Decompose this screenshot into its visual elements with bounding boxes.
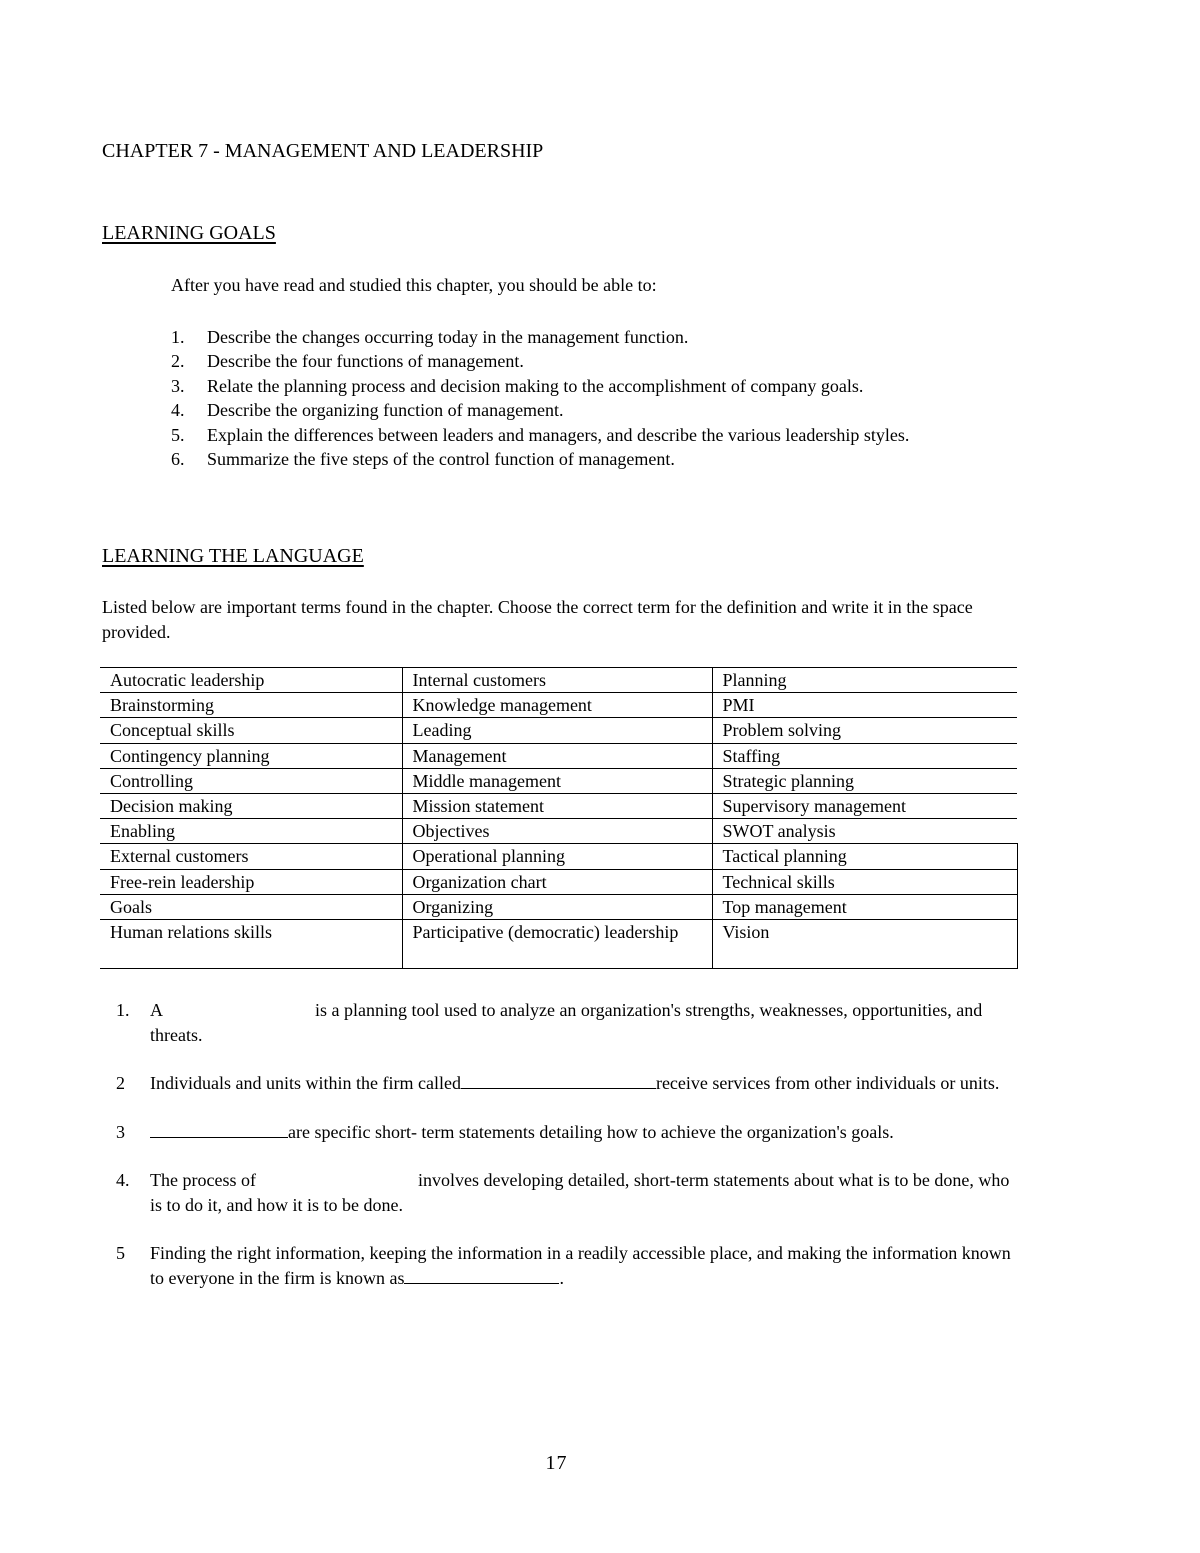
term-cell: PMI — [712, 693, 1017, 718]
term-cell: Technical skills — [712, 869, 1017, 894]
term-cell: Objectives — [402, 819, 712, 844]
question-number: 1. — [116, 1000, 130, 1020]
question-item — [100, 1241, 1020, 1290]
list-item-number: 4. — [171, 400, 185, 421]
question-item — [100, 998, 1020, 1047]
term-cell: Mission statement — [402, 793, 712, 818]
term-cell: Knowledge management — [402, 693, 712, 718]
table-row — [100, 768, 1017, 793]
list-item — [171, 325, 1031, 349]
question-number: 3 — [116, 1121, 125, 1142]
learning-language-heading: LEARNING THE LANGUAGE — [102, 545, 364, 567]
question-text-after: is a planning tool used to analyze an organization's strengths, weaknesses, opportunities, and threats. — [150, 1000, 983, 1045]
term-cell: Controlling — [100, 768, 402, 793]
learning-goals-list — [171, 325, 1031, 471]
terms-table — [100, 667, 1018, 969]
term-cell: Strategic planning — [712, 768, 1017, 793]
term-cell: Human relations skills — [100, 919, 402, 968]
question-text-after: involves developing detailed, short-term statements about what is to be done, who is to do it, and how it is to be done. — [150, 1170, 1010, 1215]
term-cell: Vision — [712, 919, 1017, 968]
question-text-after: . — [559, 1267, 564, 1288]
table-row — [100, 894, 1017, 919]
answer-blank[interactable] — [461, 1071, 656, 1089]
term-cell: Autocratic leadership — [100, 668, 402, 693]
term-cell: Internal customers — [402, 668, 712, 693]
table-row — [100, 718, 1017, 743]
question-text-before: Individuals and units within the firm called — [150, 1073, 461, 1093]
term-cell: Management — [402, 743, 712, 768]
term-cell: External customers — [100, 844, 402, 869]
answer-blank[interactable] — [404, 1266, 559, 1284]
table-row — [100, 819, 1017, 844]
term-cell: Participative (democratic) leadership — [402, 919, 712, 968]
term-cell: Tactical planning — [712, 844, 1017, 869]
list-item-text: Relate the planning process and decision making to the accomplishment of company goals. — [207, 375, 864, 396]
question-text-after: receive services from other individuals or units. — [655, 1073, 1000, 1093]
question-item — [100, 1168, 1020, 1217]
term-cell: Staffing — [712, 743, 1017, 768]
table-row — [100, 869, 1017, 894]
term-cell: Organization chart — [402, 869, 712, 894]
table-row — [100, 919, 1017, 968]
list-item-number: 1. — [171, 327, 185, 347]
terms-table-body — [100, 668, 1017, 969]
term-cell: Top management — [712, 894, 1017, 919]
question-text-after: are specific short- term statements detailing how to achieve the organization's goals. — [288, 1121, 894, 1142]
term-cell: SWOT analysis — [712, 819, 1017, 844]
page-number: 17 — [545, 1452, 568, 1474]
term-cell: Middle management — [402, 768, 712, 793]
list-item — [171, 374, 1031, 398]
list-item-text: Describe the four functions of management. — [207, 351, 524, 372]
list-item-text: Describe the organizing function of management. — [207, 400, 564, 421]
learning-goals-intro: After you have read and studied this chapter, you should be able to: — [171, 275, 657, 295]
term-cell: Decision making — [100, 793, 402, 818]
term-cell: Brainstorming — [100, 693, 402, 718]
table-row — [100, 844, 1017, 869]
learning-language-instructions: Listed below are important terms found in the chapter. Choose the correct term for the definition and write it in the space provided. — [102, 597, 973, 642]
fill-in-questions — [100, 998, 1020, 1314]
list-item-text: Explain the differences between leaders and managers, and describe the various leadership styles. — [207, 424, 910, 445]
term-cell: Organizing — [402, 894, 712, 919]
term-cell: Problem solving — [712, 718, 1017, 743]
question-number: 4. — [116, 1170, 130, 1190]
term-cell: Planning — [712, 668, 1017, 693]
term-cell: Conceptual skills — [100, 718, 402, 743]
term-cell: Contingency planning — [100, 743, 402, 768]
question-item — [100, 1071, 1020, 1096]
list-item — [171, 349, 1031, 373]
answer-blank[interactable] — [150, 1120, 288, 1138]
table-row — [100, 668, 1017, 693]
chapter-title: CHAPTER 7 - MANAGEMENT AND LEADERSHIP — [102, 140, 544, 162]
list-item — [171, 447, 1031, 471]
question-text-before: The process of — [150, 1170, 256, 1190]
list-item-number: 6. — [171, 449, 185, 470]
term-cell: Operational planning — [402, 844, 712, 869]
term-cell: Leading — [402, 718, 712, 743]
list-item-number: 5. — [171, 424, 185, 445]
term-cell: Supervisory management — [712, 793, 1017, 818]
question-item — [100, 1120, 1020, 1145]
question-number: 5 — [116, 1243, 125, 1263]
list-item-text: Describe the changes occurring today in the management function. — [207, 327, 689, 347]
term-cell: Goals — [100, 894, 402, 919]
list-item — [171, 423, 947, 447]
question-text-before: Finding the right information, keeping the information in a readily accessible place, and making the information known to everyone in the firm is known as — [150, 1243, 1011, 1288]
term-cell: Free-rein leadership — [100, 869, 402, 894]
list-item — [171, 398, 1031, 422]
list-item-text: Summarize the five steps of the control function of management. — [207, 449, 675, 470]
list-item-number: 3. — [171, 375, 185, 396]
term-cell: Enabling — [100, 819, 402, 844]
learning-goals-heading: LEARNING GOALS — [102, 222, 276, 244]
table-row — [100, 693, 1017, 718]
question-number: 2 — [116, 1073, 125, 1093]
table-row — [100, 743, 1017, 768]
table-row — [100, 793, 1017, 818]
list-item-number: 2. — [171, 351, 185, 372]
question-text-before: A — [150, 1000, 163, 1020]
